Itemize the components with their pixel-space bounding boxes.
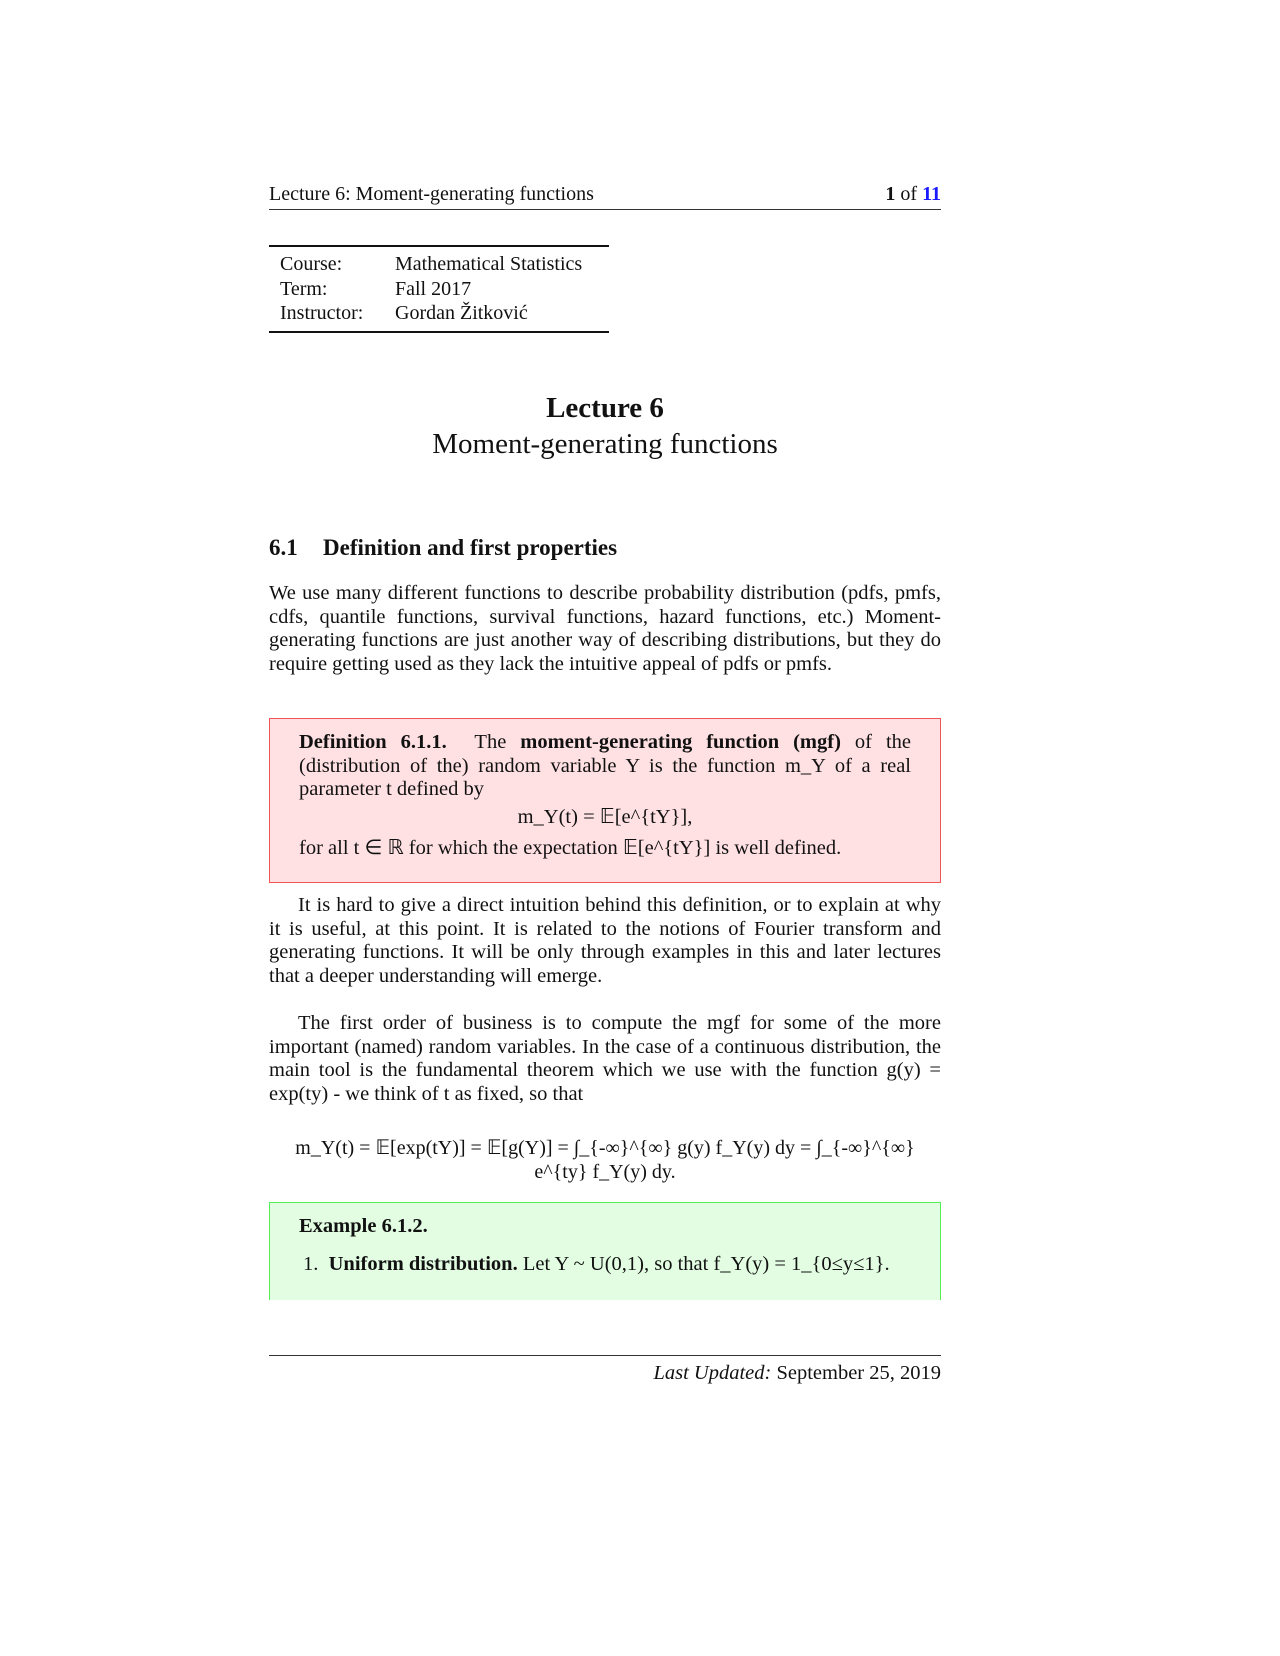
course-info-table [269,245,609,333]
info-value: Mathematical Statistics [395,253,583,275]
info-label: Instructor: [280,302,364,324]
example-list-item: 1. Uniform distribution. Let Y ~ U(0,1), so that f_Y(y) = 1_{0≤y≤1}. [303,1252,890,1275]
definition-equation: m_Y(t) = 𝔼[e^{tY}], [517,805,693,828]
info-value: Gordan Žitković [395,302,528,324]
paragraph-intuition: It is hard to give a direct intuition behind this definition, or to explain at why it is useful, at this point. It is related to the notions of Fourier transform and generating functions. It will be only through examples in this and later lectures that a deeper understanding will emerge. [269,894,941,987]
info-label: Course: [280,253,343,275]
page-number: 1 of 11 [885,183,941,205]
section-heading: 6.1 Definition and first properties [269,535,618,560]
definition-box: Definition 6.1.1. The moment-generating function (mgf) of the (distribution of the) random variable Y is the function m_Y of a real parameter t defined by m_Y(t) = 𝔼[e^{tY}], for all t ∈ ℝ for which the expectation 𝔼[e^{tY}] is well defined. [269,718,941,883]
paragraph-first-order: The first order of business is to compute the mgf for some of the more important (named) random variables. In the case of a continuous distribution, the main tool is the fundamental theorem which we use with the function g(y) = exp(ty) - we think of t as fixed, so that [269,1012,941,1105]
total-pages-link[interactable]: 11 [922,183,941,205]
running-title: Lecture 6: Moment-generating functions [269,183,594,205]
mgf-integral-equation: m_Y(t) = 𝔼[exp(tY)] = 𝔼[g(Y)] = ∫_{-∞}^{∞} g(y) f_Y(y) dy = ∫_{-∞}^{∞} e^{ty} f_Y(y) dy. [295,1137,915,1183]
page-footer: Last Updated: September 25, 2019 [269,1355,941,1385]
example-box: Example 6.1.2. 1. Uniform distribution. Let Y ~ U(0,1), so that f_Y(y) = 1_{0≤y≤1}. [269,1202,941,1300]
info-label: Term: [280,277,328,300]
lecture-title: Moment-generating functions [432,428,778,460]
running-header [269,183,941,210]
info-value: Fall 2017 [395,277,472,300]
paragraph-intro: We use many different functions to describe probability distribution (pdfs, pmfs, cdfs, quantile functions, survival functions, hazard functions, etc.) Moment-generating functions are just another way of describing distributions, but they do require getting used as they lack the intuitive appeal of pdfs or pmfs. [269,582,941,675]
lecture-number: Lecture 6 [546,392,664,424]
